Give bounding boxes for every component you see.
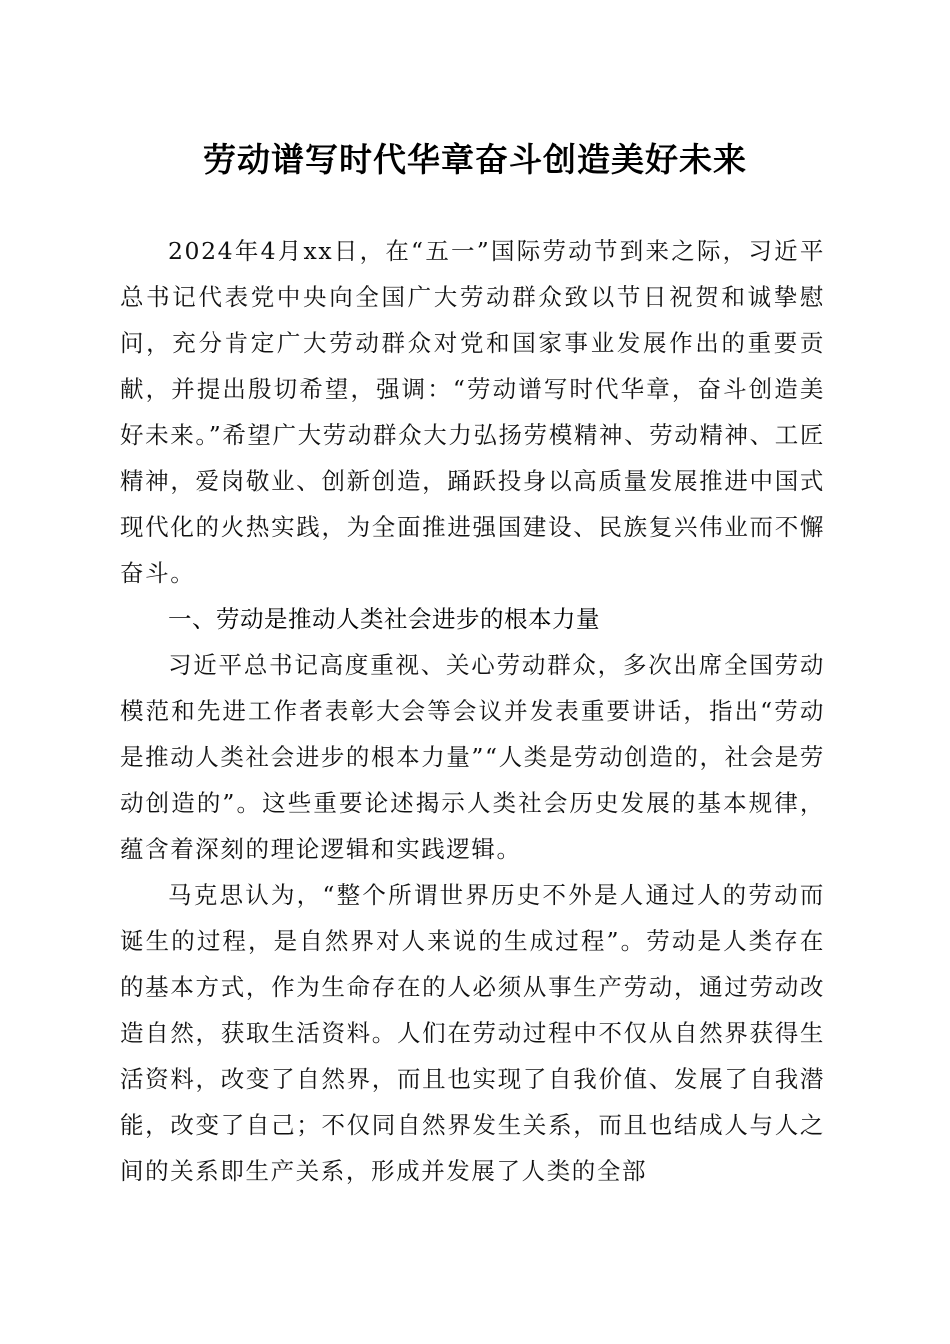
paragraph-section-1: 习近平总书记高度重视、关心劳动群众，多次出席全国劳动模范和先进工作者表彰大会等会议并发表重要讲话，指出“劳动是推动人类社会进步的根本力量”“人类是劳动创造的，社会是劳动创造的”。这些重要论述揭示人类社会历史发展的基本规律，蕴含着深刻的理论逻辑和实践逻辑。 [120, 651, 825, 863]
section-heading: 一、劳动是推动人类社会进步的根本力量 [168, 605, 600, 633]
paragraph-intro: 2024年4月xx日，在“五一”国际劳动节到来之际，习近平总书记代表党中央向全国广大劳动群众致以节日祝贺和诚挚慰问，充分肯定广大劳动群众对党和国家事业发展作出的重要贡献，并提出殷切希望，强调：“劳动谱写时代华章，奋斗创造美好未来。”希望广大劳动群众大力弘扬劳模精神、劳动精神、工匠精神，爱岗敬业、创新创造，踊跃投身以高质量发展推进中国式现代化的火热实践，为全面推进强国建设、民族复兴伟业而不懈奋斗。 [120, 237, 825, 587]
document-body [120, 228, 825, 1194]
document-title: 劳动谱写时代华章奋斗创造美好未来 [203, 140, 747, 179]
paragraph-marx: 马克思认为，“整个所谓世界历史不外是人通过人的劳动而诞生的过程，是自然界对人来说的生成过程”。劳动是人类存在的基本方式，作为生命存在的人必须从事生产劳动，通过劳动改造自然，获取生活资料。人们在劳动过程中不仅从自然界获得生活资料，改变了自然界，而且也实现了自我价值、发展了自我潜能，改变了自己；不仅同自然界发生关系，而且也结成人与人之间的关系即生产关系，形成并发展了人类的全部 [120, 881, 825, 1185]
